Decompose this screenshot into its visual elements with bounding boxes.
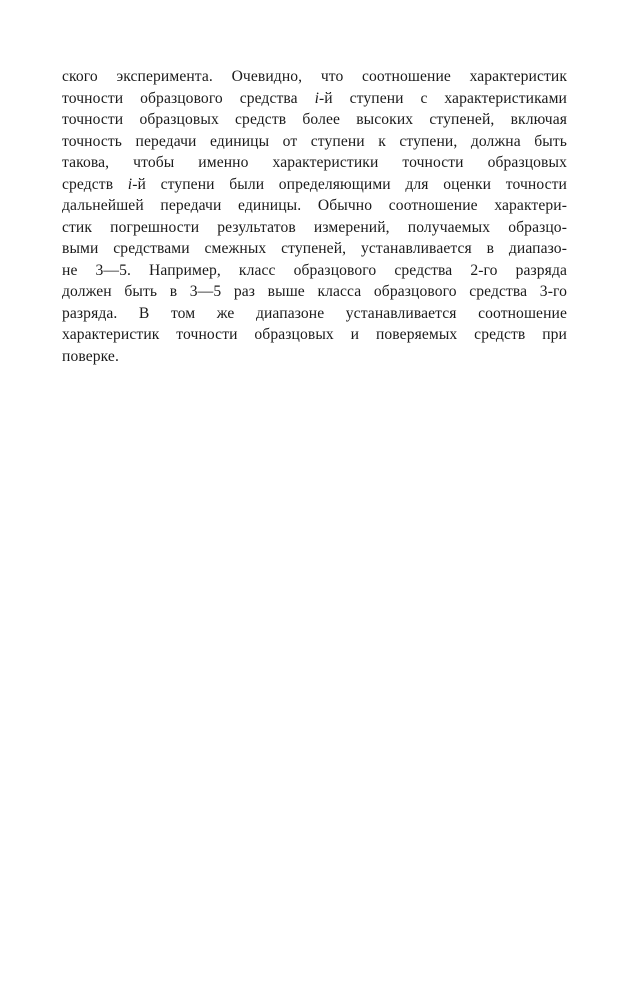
text-line: характеристик точности образцовых и поверяемых средств при [62,326,567,343]
text-line: дальнейшей передачи единицы. Обычно соотношение характери- [62,197,567,214]
text-line: стик погрешности результатов измерений, получаемых образцо- [62,218,567,236]
text-line: не 3—5. Например, класс образцового средства 2-го разряда [62,261,567,279]
text-line: точности образцового средства i-й ступени с характеристиками [62,89,567,107]
text-line: точности образцовых средств более высоких ступеней, включая [62,111,567,128]
text-line: ского эксперимента. Очевидно, что соотношение характеристик [62,68,567,85]
text-line: средств i-й ступени были определяющими для оценки точности [62,175,567,193]
text-line: такова, чтобы именно характеристики точности образцовых [62,154,567,171]
text-line: поверке. [62,347,119,365]
body-text [62,66,567,367]
text-line: разряда. В том же диапазоне устанавливается соотношение [62,304,567,322]
text-line: выми средствами смежных ступеней, устанавливается в диапазо- [62,240,567,257]
text-line: точность передачи единицы от ступени к ступени, должна быть [62,132,567,150]
text-line: должен быть в 3—5 раз выше класса образцового средства 3-го [62,283,567,300]
